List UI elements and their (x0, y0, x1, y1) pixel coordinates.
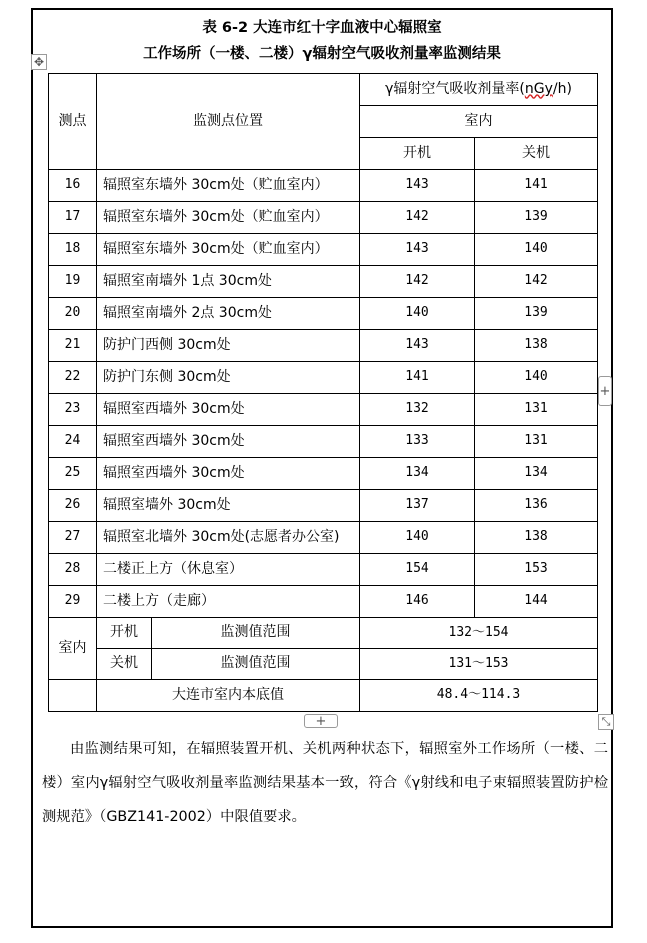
table-title-line-1: 表 6-2 大连市红十字血液中心辐照室 (202, 20, 442, 36)
table-row (49, 522, 598, 554)
row-point: 23 (49, 394, 97, 426)
row-location: 辐照室北墙外 30cm处(志愿者办公室) (97, 522, 360, 554)
row-on-value: 143 (360, 170, 475, 202)
summary-range-on: 132～154 (360, 618, 598, 649)
header-indoor: 室内 (360, 106, 598, 138)
row-off-value: 134 (475, 458, 598, 490)
row-off-value: 140 (475, 234, 598, 266)
row-on-value: 143 (360, 234, 475, 266)
table-row (49, 202, 598, 234)
table-row (49, 330, 598, 362)
row-on-value: 140 (360, 298, 475, 330)
row-off-value: 144 (475, 586, 598, 618)
row-location: 辐照室南墙外 1点 30cm处 (97, 266, 360, 298)
row-off-value: 139 (475, 298, 598, 330)
summary-range-off: 131～153 (360, 649, 598, 680)
table-row (49, 362, 598, 394)
header-dose-rate (360, 74, 598, 106)
table-row (49, 170, 598, 202)
row-off-value: 139 (475, 202, 598, 234)
table-resize-icon[interactable]: ⤡ (598, 714, 614, 730)
row-point: 20 (49, 298, 97, 330)
row-point: 25 (49, 458, 97, 490)
row-on-value: 132 (360, 394, 475, 426)
table-row (49, 426, 598, 458)
row-location: 辐照室西墙外 30cm处 (97, 426, 360, 458)
header-dose-rate-unit: nGy (524, 80, 553, 97)
row-off-value: 140 (475, 362, 598, 394)
row-on-value: 134 (360, 458, 475, 490)
row-location: 二楼正上方（休息室） (97, 554, 360, 586)
table-row (49, 554, 598, 586)
row-location: 辐照室东墙外 30cm处（贮血室内） (97, 202, 360, 234)
summary-on-label: 开机 (97, 618, 152, 649)
row-on-value: 142 (360, 266, 475, 298)
row-location: 二楼上方（走廊） (97, 586, 360, 618)
row-location: 辐照室东墙外 30cm处（贮血室内） (97, 234, 360, 266)
row-off-value: 142 (475, 266, 598, 298)
table-row (49, 266, 598, 298)
row-point: 18 (49, 234, 97, 266)
row-on-value: 141 (360, 362, 475, 394)
measurement-table (48, 73, 598, 712)
row-on-value: 133 (360, 426, 475, 458)
table-row (49, 234, 598, 266)
background-label: 大连市室内本底值 (97, 680, 360, 712)
row-location: 辐照室西墙外 30cm处 (97, 394, 360, 426)
row-location: 辐照室墙外 30cm处 (97, 490, 360, 522)
table-row (49, 490, 598, 522)
row-on-value: 137 (360, 490, 475, 522)
summary-group: 室内 (49, 618, 97, 680)
row-point: 19 (49, 266, 97, 298)
row-on-value: 142 (360, 202, 475, 234)
row-point: 16 (49, 170, 97, 202)
row-off-value: 131 (475, 394, 598, 426)
table-row (49, 394, 598, 426)
header-dose-rate-suffix: /h) (552, 80, 572, 97)
table-title-line-2: 工作场所（一楼、二楼）γ辐射空气吸收剂量率监测结果 (143, 46, 501, 62)
summary-range-label-on: 监测值范围 (152, 618, 360, 649)
header-off: 关机 (475, 138, 598, 170)
summary-range-label-off: 监测值范围 (152, 649, 360, 680)
add-row-icon[interactable]: + (304, 714, 338, 728)
row-off-value: 138 (475, 522, 598, 554)
row-on-value: 154 (360, 554, 475, 586)
row-point: 24 (49, 426, 97, 458)
table-row (49, 298, 598, 330)
row-on-value: 146 (360, 586, 475, 618)
table-move-handle-icon[interactable]: ✥ (31, 54, 47, 70)
row-off-value: 153 (475, 554, 598, 586)
row-point: 22 (49, 362, 97, 394)
table-row (49, 586, 598, 618)
header-dose-rate-label: γ辐射空气吸收剂量率( (385, 80, 525, 97)
row-point: 29 (49, 586, 97, 618)
add-column-icon[interactable]: + (598, 376, 612, 406)
row-location: 辐照室东墙外 30cm处（贮血室内） (97, 170, 360, 202)
row-location: 辐照室南墙外 2点 30cm处 (97, 298, 360, 330)
header-on: 开机 (360, 138, 475, 170)
row-off-value: 136 (475, 490, 598, 522)
conclusion-paragraph: 由监测结果可知，在辐照装置开机、关机两种状态下，辐照室外工作场所（一楼、二楼）室内γ辐射空气吸收剂量率监测结果基本一致，符合《γ射线和电子束辐照装置防护检测规范》（GBZ141-2002）中限值要求。 (42, 741, 608, 825)
row-off-value: 131 (475, 426, 598, 458)
table-row (49, 458, 598, 490)
row-location: 防护门西侧 30cm处 (97, 330, 360, 362)
row-off-value: 138 (475, 330, 598, 362)
row-on-value: 140 (360, 522, 475, 554)
row-point: 21 (49, 330, 97, 362)
row-location: 辐照室西墙外 30cm处 (97, 458, 360, 490)
background-value: 48.4～114.3 (360, 680, 598, 712)
row-point: 17 (49, 202, 97, 234)
row-off-value: 141 (475, 170, 598, 202)
row-point: 28 (49, 554, 97, 586)
row-point: 27 (49, 522, 97, 554)
header-location: 监测点位置 (97, 74, 360, 170)
row-point: 26 (49, 490, 97, 522)
row-on-value: 143 (360, 330, 475, 362)
summary-off-label: 关机 (97, 649, 152, 680)
row-location: 防护门东侧 30cm处 (97, 362, 360, 394)
measurement-rows (49, 170, 598, 618)
header-point: 测点 (49, 74, 97, 170)
summary-blank-cell (49, 680, 97, 712)
